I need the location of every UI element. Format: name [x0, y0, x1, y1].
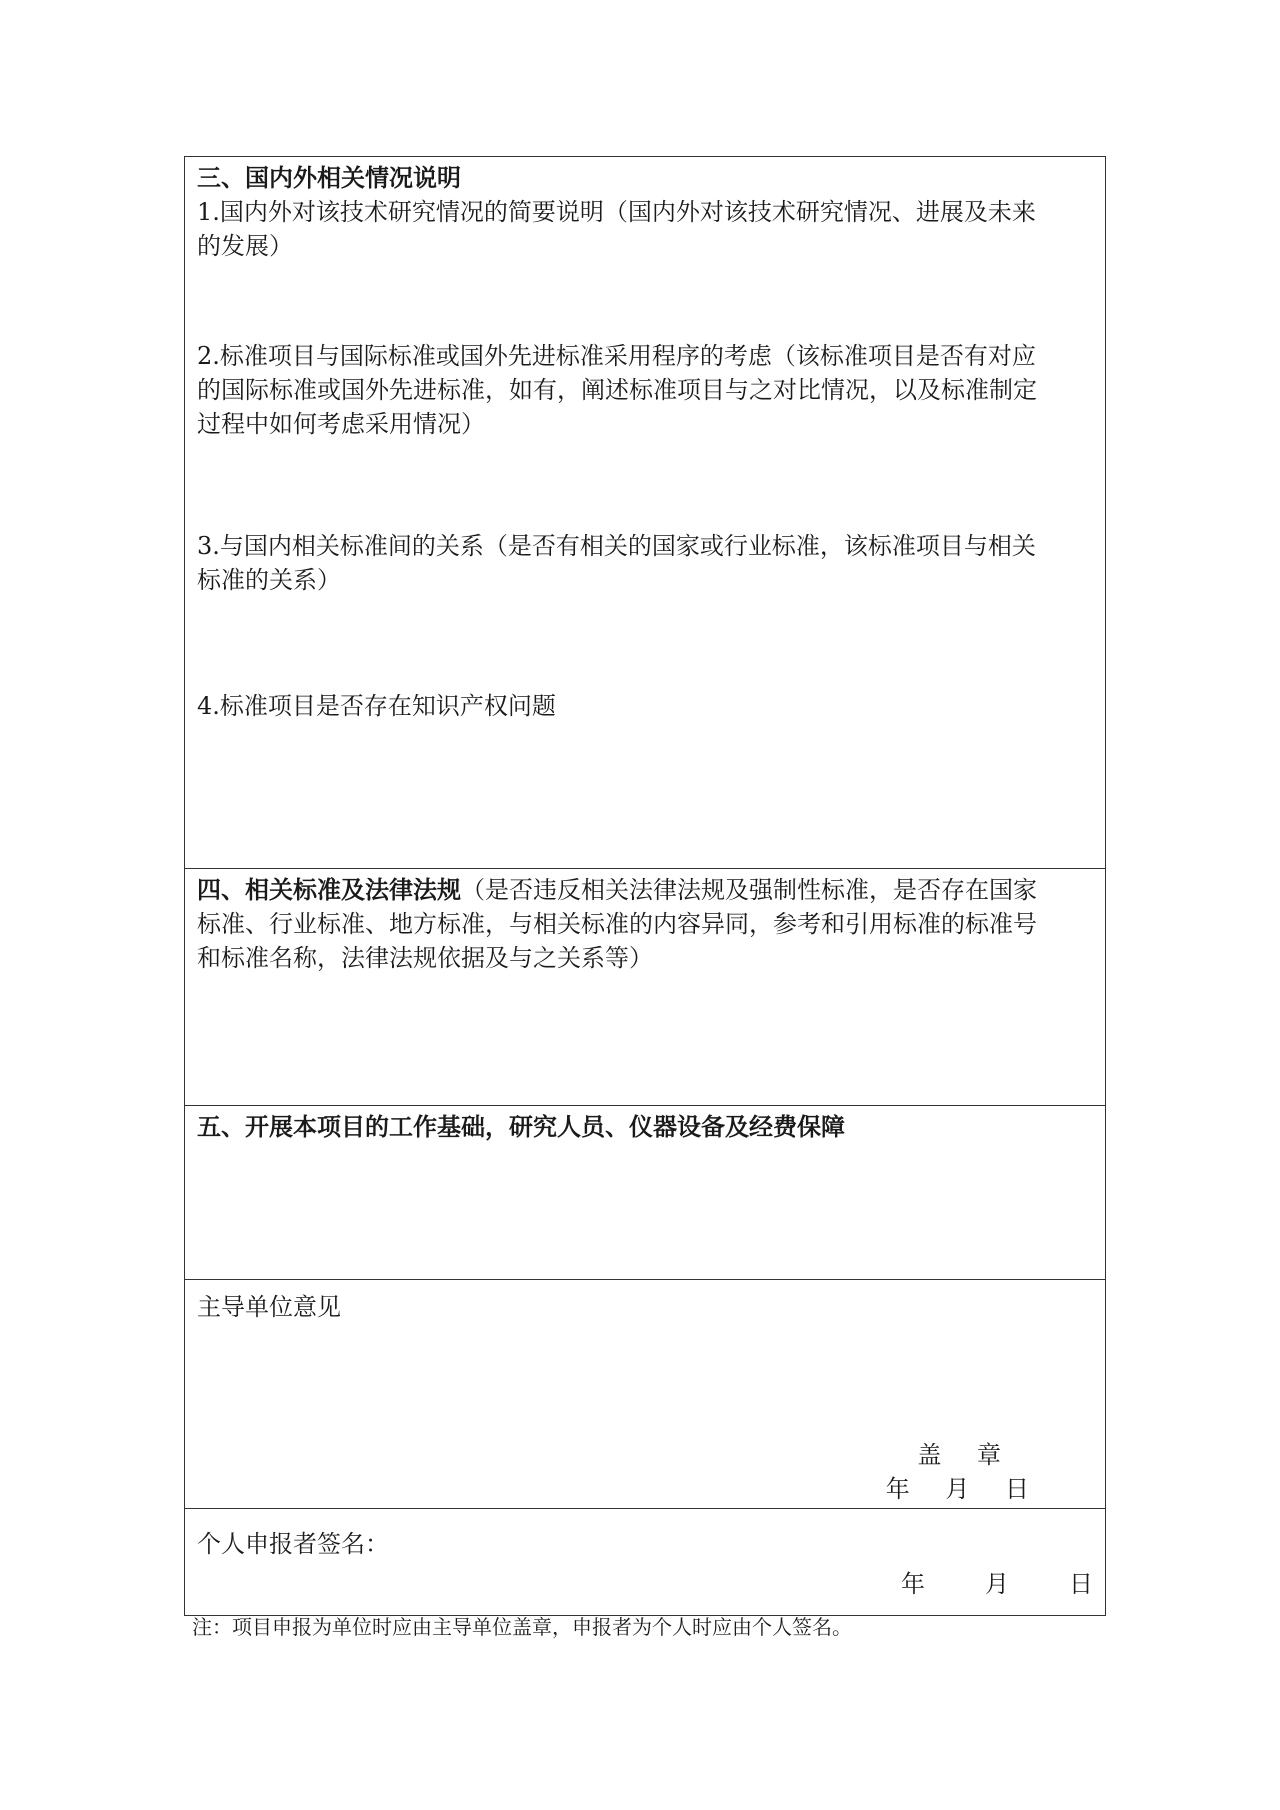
signature-month: 月: [985, 1570, 1009, 1598]
section-domestic-foreign-situation: [185, 157, 1105, 869]
section4-title: 四、相关标准及法律法规: [197, 875, 461, 904]
opinion-date: 年 月 日: [885, 1475, 1043, 1503]
signature-date: [841, 1567, 1093, 1601]
item1-line2: 的发展）: [197, 232, 293, 260]
item4-text: 4.标准项目是否存在知识产权问题: [197, 692, 556, 720]
application-form-table: [184, 156, 1106, 1616]
footnote: 注：项目申报为单位时应由主导单位盖章，申报者为个人时应由个人签名。: [192, 1615, 852, 1639]
section-lead-unit-opinion: [185, 1280, 1105, 1509]
section4-line1: [197, 873, 1093, 907]
section5-title: 五、开展本项目的工作基础，研究人员、仪器设备及经费保障: [197, 1112, 845, 1141]
section-related-standards-laws: [185, 869, 1105, 1106]
section-personal-signature: [185, 1509, 1105, 1615]
section4-line1-rest: （是否违反相关法律法规及强制性标准，是否存在国家: [461, 876, 1037, 904]
item3-answer-area[interactable]: [197, 597, 1093, 689]
signature-day: 日: [1069, 1570, 1093, 1598]
signature-title: 个人申报者签名：: [197, 1530, 389, 1558]
section3-title: 三、国内外相关情况说明: [197, 163, 461, 192]
section-work-foundation: [185, 1106, 1105, 1280]
item1-line1: 1.国内外对该技术研究情况的简要说明（国内外对该技术研究情况、进展及未来: [197, 198, 1036, 226]
section4-line2: 标准、行业标准、地方标准，与相关标准的内容异同，参考和引用标准的标准号: [197, 910, 1037, 938]
item2-line2: 的国际标准或国外先进标准，如有，阐述标准项目与之对比情况，以及标准制定: [197, 376, 1037, 404]
signature-year: 年: [901, 1570, 925, 1598]
item2-answer-area[interactable]: [197, 441, 1093, 529]
opinion-title: 主导单位意见: [197, 1293, 341, 1321]
section4-line3: 和标准名称，法律法规依据及与之关系等）: [197, 944, 653, 972]
item2-line3: 过程中如何考虑采用情况）: [197, 410, 485, 438]
item2-line1: 2.标准项目与国际标准或国外先进标准采用程序的考虑（该标准项目是否有对应: [197, 342, 1036, 370]
item3-line2: 标准的关系）: [197, 566, 341, 594]
item3-line1: 3.与国内相关标准间的关系（是否有相关的国家或行业标准，该标准项目与相关: [197, 532, 1036, 560]
item1-answer-area[interactable]: [197, 263, 1093, 339]
stamp-label: 盖 章: [917, 1441, 1015, 1469]
